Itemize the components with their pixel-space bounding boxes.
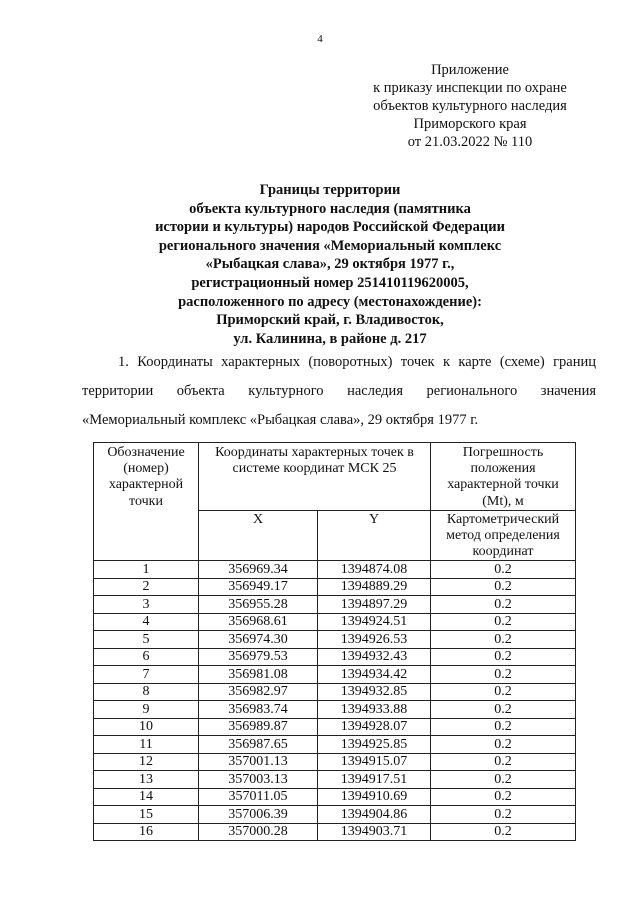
- cell-x: 356974.30: [199, 631, 318, 649]
- cell-x: 357003.13: [199, 771, 318, 789]
- cell-point-number: 13: [94, 771, 199, 789]
- cell-point-number: 8: [94, 683, 199, 701]
- title-line: Границы территории: [259, 182, 401, 198]
- table-row: [94, 823, 576, 841]
- cell-x: 357000.28: [199, 823, 318, 841]
- table-row: [94, 631, 576, 649]
- appendix-line: от 21.03.2022 № 110: [407, 134, 533, 150]
- paragraph-line: территории объекта культурного наследия регионального значения: [82, 383, 596, 399]
- table-row: [94, 771, 576, 789]
- cell-x: 356981.08: [199, 666, 318, 684]
- cell-y: 1394889.29: [318, 578, 431, 596]
- table-row: [94, 596, 576, 614]
- cell-point-number: 16: [94, 823, 199, 841]
- cell-y: 1394932.85: [318, 683, 431, 701]
- table-row: [94, 666, 576, 684]
- paragraph-line: «Мемориальный комплекс «Рыбацкая слава», 29 октября 1977 г.: [82, 412, 479, 428]
- appendix-line: к приказу инспекции по охране: [373, 80, 567, 96]
- cell-error: 0.2: [431, 561, 576, 579]
- cell-y: 1394926.53: [318, 631, 431, 649]
- table-row: [94, 701, 576, 719]
- cell-error: 0.2: [431, 718, 576, 736]
- coordinates-table-body: [94, 561, 576, 841]
- title-line: ул. Калинина, в районе д. 217: [233, 330, 427, 347]
- title-line: объекта культурного наследия (памятника: [189, 200, 471, 217]
- cell-x: 356982.97: [199, 683, 318, 701]
- cell-point-number: 2: [94, 578, 199, 596]
- cell-point-number: 5: [94, 631, 199, 649]
- table-row: [94, 683, 576, 701]
- header-coordinates: Координаты характерных точек в системе координат МСК 25: [199, 443, 431, 511]
- cell-x: 357006.39: [199, 806, 318, 824]
- cell-x: 356949.17: [199, 578, 318, 596]
- cell-point-number: 1: [94, 561, 199, 579]
- cell-y: 1394903.71: [318, 823, 431, 841]
- table-row: [94, 648, 576, 666]
- cell-error: 0.2: [431, 631, 576, 649]
- title-line: регистрационный номер 251410119620005,: [191, 274, 469, 291]
- cell-point-number: 12: [94, 753, 199, 771]
- cell-error: 0.2: [431, 771, 576, 789]
- cell-error: 0.2: [431, 753, 576, 771]
- header-x: X: [199, 510, 318, 561]
- cell-error: 0.2: [431, 788, 576, 806]
- cell-error: 0.2: [431, 578, 576, 596]
- appendix-line: Приложение: [431, 62, 509, 78]
- coordinates-table: [93, 442, 576, 841]
- cell-y: 1394932.43: [318, 648, 431, 666]
- cell-x: 356968.61: [199, 613, 318, 631]
- cell-point-number: 14: [94, 788, 199, 806]
- cell-error: 0.2: [431, 648, 576, 666]
- cell-y: 1394925.85: [318, 736, 431, 754]
- appendix-block: [350, 61, 590, 151]
- cell-point-number: 15: [94, 806, 199, 824]
- cell-y: 1394897.29: [318, 596, 431, 614]
- cell-point-number: 9: [94, 701, 199, 719]
- header-method: Картометрический метод определения координат: [431, 510, 576, 561]
- title-line: Приморский край, г. Владивосток,: [216, 312, 444, 329]
- cell-error: 0.2: [431, 736, 576, 754]
- table-row: [94, 753, 576, 771]
- table-row: [94, 561, 576, 579]
- cell-x: 356983.74: [199, 701, 318, 719]
- title-line: «Рыбацкая слава», 29 октября 1977 г.,: [205, 256, 455, 273]
- cell-x: 356979.53: [199, 648, 318, 666]
- table-row: [94, 788, 576, 806]
- cell-point-number: 3: [94, 596, 199, 614]
- cell-x: 356987.65: [199, 736, 318, 754]
- cell-point-number: 6: [94, 648, 199, 666]
- cell-point-number: 7: [94, 666, 199, 684]
- cell-x: 357011.05: [199, 788, 318, 806]
- table-row: [94, 613, 576, 631]
- cell-error: 0.2: [431, 613, 576, 631]
- cell-error: 0.2: [431, 666, 576, 684]
- cell-y: 1394874.08: [318, 561, 431, 579]
- cell-y: 1394928.07: [318, 718, 431, 736]
- cell-point-number: 10: [94, 718, 199, 736]
- cell-y: 1394915.07: [318, 753, 431, 771]
- title-line: регионального значения «Мемориальный комплекс: [158, 237, 502, 254]
- cell-error: 0.2: [431, 806, 576, 824]
- intro-paragraph: [82, 348, 596, 435]
- title-line: истории и культуры) народов Российской Федерации: [155, 219, 505, 236]
- cell-error: 0.2: [431, 683, 576, 701]
- paragraph-line: 1. Координаты характерных (поворотных) точек к карте (схеме) границ: [118, 354, 596, 370]
- cell-y: 1394933.88: [318, 701, 431, 719]
- cell-y: 1394934.42: [318, 666, 431, 684]
- cell-x: 356955.28: [199, 596, 318, 614]
- cell-error: 0.2: [431, 823, 576, 841]
- cell-y: 1394910.69: [318, 788, 431, 806]
- cell-y: 1394917.51: [318, 771, 431, 789]
- cell-error: 0.2: [431, 701, 576, 719]
- cell-y: 1394924.51: [318, 613, 431, 631]
- page-number: 4: [317, 33, 323, 45]
- appendix-line: объектов культурного наследия: [373, 98, 567, 114]
- title-line: расположенного по адресу (местонахождение):: [178, 293, 482, 310]
- cell-error: 0.2: [431, 596, 576, 614]
- table-row: [94, 578, 576, 596]
- header-error: Погрешность положения характерной точки (Mt), м: [431, 443, 576, 511]
- cell-x: 357001.13: [199, 753, 318, 771]
- cell-y: 1394904.86: [318, 806, 431, 824]
- cell-point-number: 11: [94, 736, 199, 754]
- table-row: [94, 736, 576, 754]
- table-row: [94, 718, 576, 736]
- appendix-line: Приморского края: [413, 116, 527, 132]
- table-row: [94, 806, 576, 824]
- cell-x: 356969.34: [199, 561, 318, 579]
- header-point-number: Обозначение (номер) характерной точки: [94, 443, 199, 561]
- cell-point-number: 4: [94, 613, 199, 631]
- cell-x: 356989.87: [199, 718, 318, 736]
- document-title: [60, 181, 600, 348]
- header-y: Y: [318, 510, 431, 561]
